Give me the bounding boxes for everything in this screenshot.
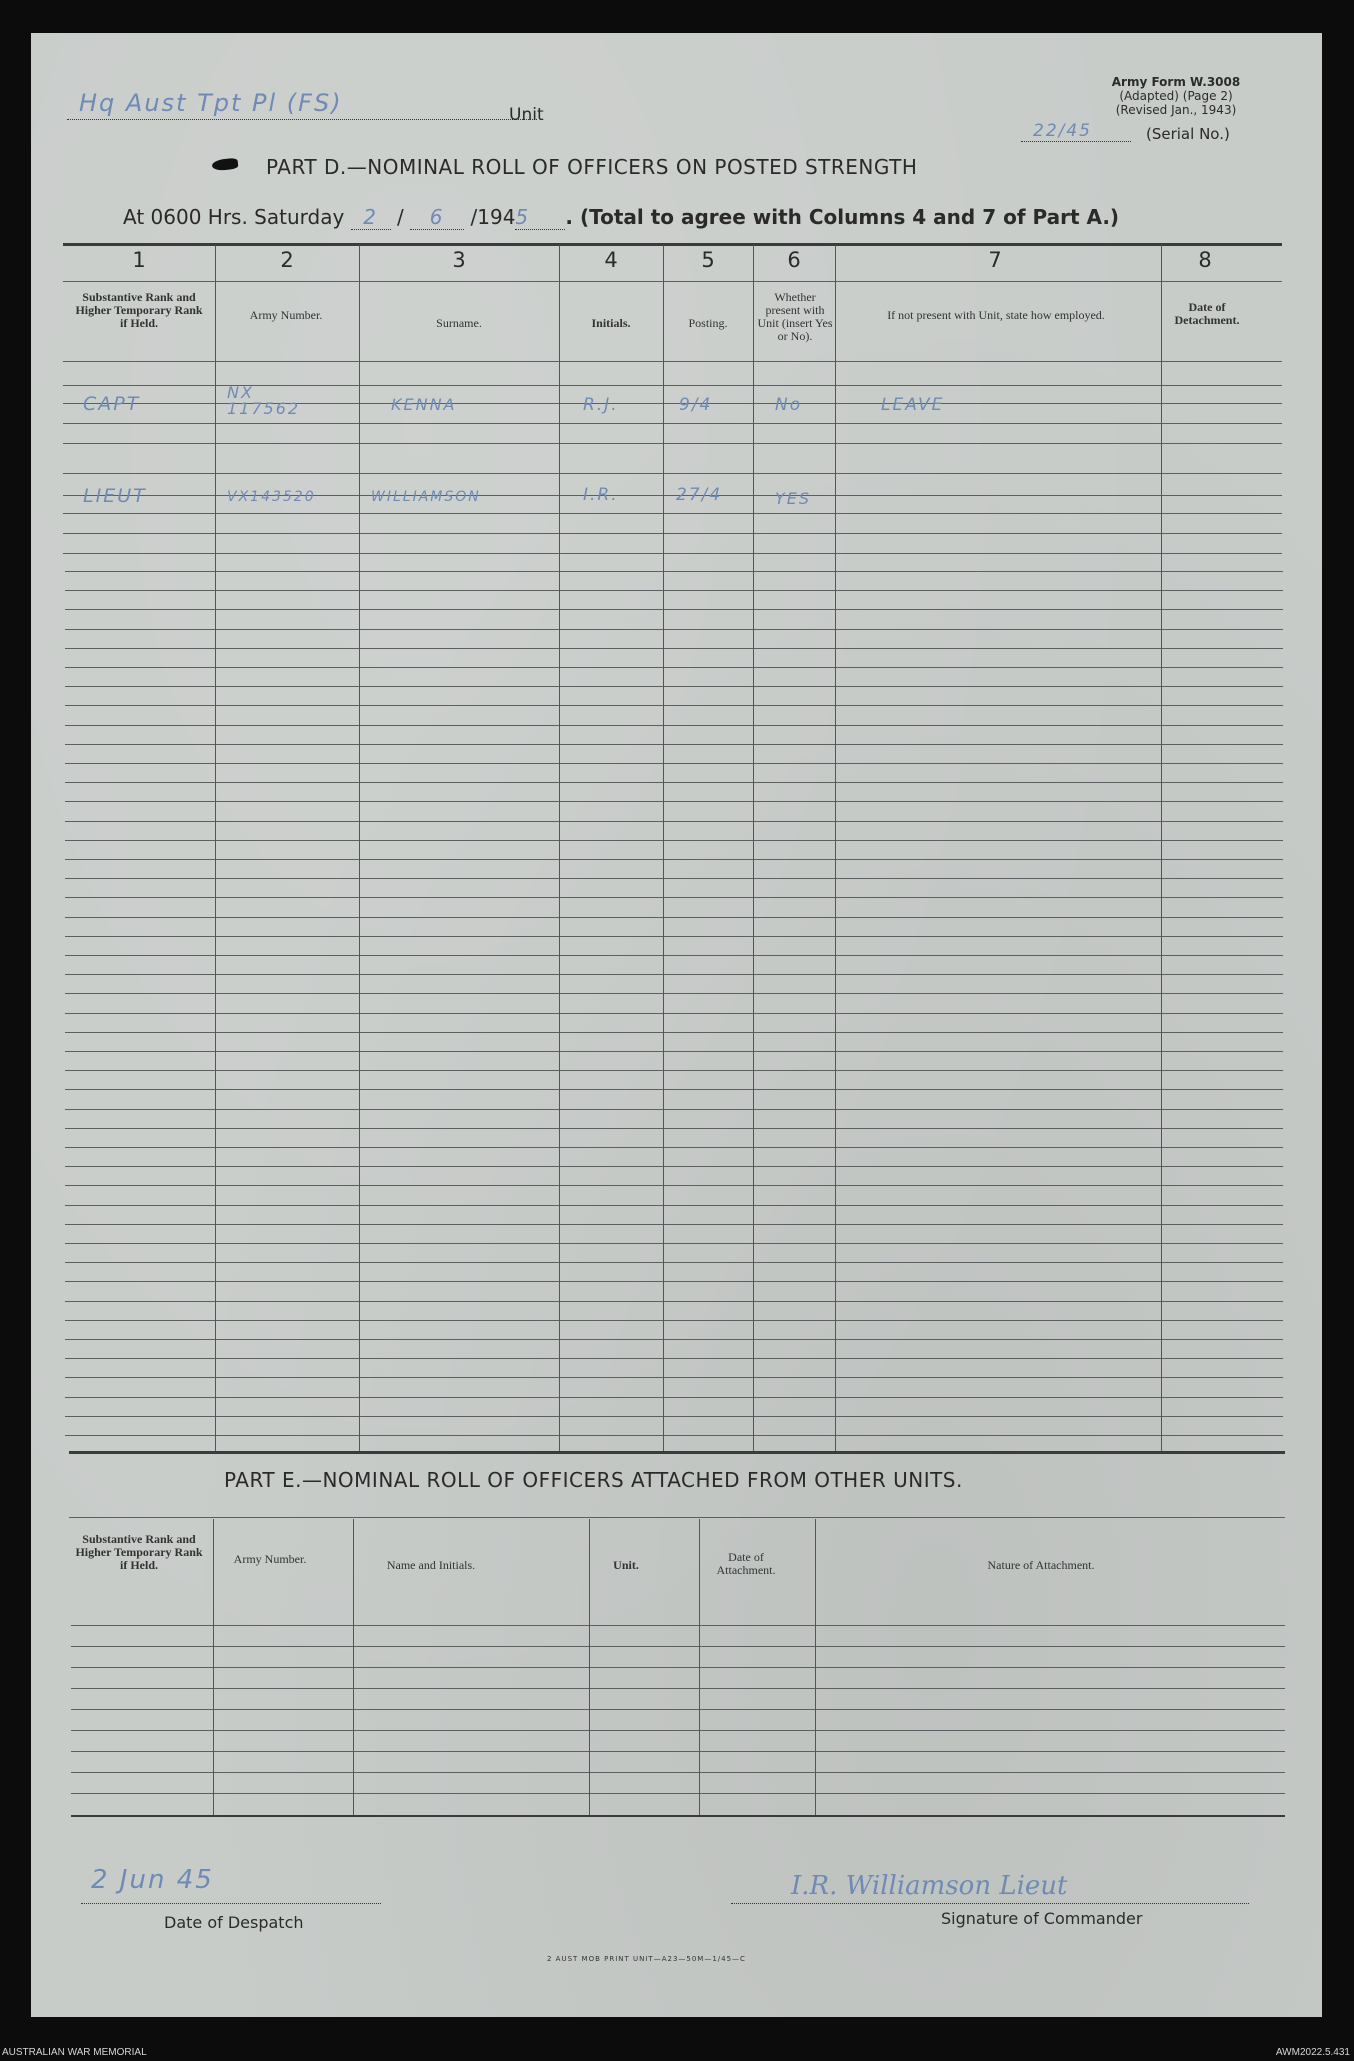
part-d-rule [65, 801, 1283, 802]
col-header-army-number: Army Number. [249, 308, 323, 322]
part-d-rule [63, 361, 1282, 362]
part-d-rule [65, 917, 1283, 918]
part-d-rule [65, 1358, 1283, 1359]
entry-1-employed: LEAVE [881, 395, 945, 415]
part-d-rule [65, 1339, 1283, 1340]
part-d-rule [65, 590, 1283, 591]
entry-2-rank: LIEUT [83, 485, 147, 507]
part-d-rule [63, 473, 1282, 474]
part-d-rule [65, 1262, 1283, 1263]
date-year-prefix: /194 [470, 205, 516, 229]
entry-2-present: YES [775, 489, 812, 508]
serial-label: (Serial No.) [1146, 125, 1230, 143]
part-d-rule [65, 705, 1283, 706]
part-e-header-nature: Nature of Attachment. [987, 1558, 1095, 1572]
part-e-rule [71, 1730, 1285, 1731]
part-d-rule [65, 974, 1283, 975]
entry-1-present: No [775, 395, 803, 415]
part-d-rule [65, 1320, 1283, 1321]
col-header-employment: If not present with Unit, state how employed. [887, 308, 1105, 322]
part-d-rule [65, 878, 1283, 879]
part-e-bottom-rule [71, 1815, 1285, 1817]
part-d-rule [65, 1013, 1283, 1014]
col-header-initials: Initials. [591, 316, 631, 330]
part-d-rule [65, 1032, 1283, 1033]
col-number-7: 7 [988, 248, 1002, 272]
entry-2-initials: I.R. [583, 485, 619, 505]
part-d-rule [65, 1166, 1283, 1167]
part-e-header-army-number: Army Number. [233, 1552, 307, 1566]
army-form-id [1071, 75, 1281, 117]
part-e-rule [71, 1688, 1285, 1689]
date-day: 2 [351, 205, 391, 230]
part-d-rule [65, 1128, 1283, 1129]
part-e-rule [71, 1793, 1285, 1794]
col-number-3: 3 [452, 248, 466, 272]
commander-signature: I.R. Williamson Lieut [791, 1871, 1068, 1901]
entry-2-surname: WILLIAMSON [371, 489, 481, 505]
part-d-rule [65, 1070, 1283, 1071]
col-header-surname: Surname. [436, 316, 482, 330]
part-d-rule [65, 1185, 1283, 1186]
part-d-column-divider [663, 245, 664, 1451]
part-d-rule [65, 936, 1283, 937]
part-e-rule [71, 1772, 1285, 1773]
entry-2-army-number: VX143520 [227, 489, 316, 505]
part-d-rule [65, 1224, 1283, 1225]
part-d-rule [65, 1377, 1283, 1378]
part-d-rule [65, 955, 1283, 956]
part-d-column-divider [359, 245, 360, 1451]
date-suffix: . (Total to agree with Columns 4 and 7 of Part A.) [565, 205, 1120, 229]
date-month: 6 [410, 205, 464, 230]
date-prefix: At 0600 Hrs. Saturday [123, 205, 345, 229]
print-code: 2 AUST MOB PRINT UNIT—A23—50M—1/45—C [547, 1955, 746, 1963]
part-d-bottom-rule [69, 1451, 1285, 1454]
part-e-header-date: Date of Attachment. [716, 1550, 776, 1577]
form-sheet [31, 33, 1322, 2017]
part-e-column-divider [589, 1519, 590, 1815]
part-e-title: PART E.—NOMINAL ROLL OF OFFICERS ATTACHED FROM OTHER UNITS. [224, 1468, 963, 1492]
unit-label: Unit [509, 105, 544, 125]
part-d-title: PART D.—NOMINAL ROLL OF OFFICERS ON POSTED STRENGTH [266, 155, 918, 179]
archive-caption-right: AWM2022.5.431 [1275, 2047, 1350, 2058]
part-d-rule [65, 859, 1283, 860]
signature-underline [731, 1903, 1249, 1904]
part-d-column-divider [1161, 245, 1162, 1451]
col-header-posting: Posting. [688, 316, 728, 330]
serial-underline [1021, 141, 1131, 142]
entry-2-posting: 27/4 [676, 485, 723, 505]
part-d-column-divider [215, 245, 216, 1451]
entry-1-posting: 9/4 [679, 395, 713, 415]
part-d-rule [65, 1301, 1283, 1302]
part-e-rule [71, 1646, 1285, 1647]
hole-punch-mark [211, 158, 238, 172]
part-d-rule [65, 1089, 1283, 1090]
col-header-present: Whether present with Unit (insert Yes or No). [757, 290, 833, 343]
part-d-rule [65, 993, 1283, 994]
part-d-rule [65, 686, 1283, 687]
unit-underline [67, 119, 537, 120]
part-d-rule [63, 513, 1282, 514]
date-sep1: / [397, 205, 404, 229]
col-number-5: 5 [701, 248, 715, 272]
part-d-rule [65, 1281, 1283, 1282]
part-d-rule [63, 553, 1282, 554]
part-d-rule [65, 667, 1283, 668]
col-number-8: 8 [1198, 248, 1212, 272]
part-d-rule [65, 782, 1283, 783]
entry-1-surname: KENNA [391, 395, 457, 414]
col-number-1: 1 [132, 248, 146, 272]
entry-1-initials: R.J. [583, 395, 619, 415]
part-e-column-divider [353, 1519, 354, 1815]
signature-label: Signature of Commander [941, 1909, 1143, 1928]
col-header-rank: Substantive Rank and Higher Temporary Rank if Held. [75, 290, 203, 330]
col-header-detachment: Date of Detachment. [1174, 300, 1240, 327]
part-d-column-divider [559, 245, 560, 1451]
part-d-rule [65, 1109, 1283, 1110]
part-e-top-rule [69, 1517, 1285, 1518]
archive-caption-left: AUSTRALIAN WAR MEMORIAL [2, 2047, 147, 2058]
part-d-rule [65, 571, 1283, 572]
part-d-column-divider [835, 245, 836, 1451]
part-d-number-rule [63, 281, 1282, 282]
army-form-line3: (Revised Jan., 1943) [1115, 103, 1237, 117]
part-d-rule [65, 763, 1283, 764]
part-d-rule [65, 1397, 1283, 1398]
part-d-rule [65, 1205, 1283, 1206]
part-d-rule [63, 423, 1282, 424]
part-d-rule [65, 1435, 1283, 1436]
army-form-line2: (Adapted) (Page 2) [1119, 89, 1233, 103]
part-e-column-divider [815, 1519, 816, 1815]
part-e-column-divider [213, 1519, 214, 1815]
part-d-top-rule [63, 243, 1282, 246]
entry-1-rank: CAPT [83, 393, 141, 415]
part-e-rule [71, 1625, 1285, 1626]
part-d-rule [65, 821, 1283, 822]
part-d-rule [65, 1051, 1283, 1052]
part-d-rule [63, 443, 1282, 444]
despatch-date-label: Date of Despatch [164, 1913, 304, 1932]
part-d-rule [65, 725, 1283, 726]
col-number-2: 2 [280, 248, 294, 272]
part-e-rule [71, 1667, 1285, 1668]
part-e-header-unit: Unit. [613, 1558, 639, 1572]
part-e-column-divider [699, 1519, 700, 1815]
despatch-date-underline [81, 1903, 381, 1904]
serial-handwritten: 22/45 [1033, 121, 1092, 141]
part-e-header-rank: Substantive Rank and Higher Temporary Rank if Held. [75, 1532, 203, 1572]
part-d-column-divider [753, 245, 754, 1451]
army-form-line1: Army Form W.3008 [1111, 75, 1241, 89]
part-d-rule [63, 533, 1282, 534]
part-d-rule [65, 609, 1283, 610]
date-year-digit: 5 [515, 205, 565, 230]
date-line [123, 205, 1119, 230]
part-d-rule [65, 744, 1283, 745]
despatch-date-handwritten: 2 Jun 45 [91, 1865, 214, 1895]
part-e-rule [71, 1751, 1285, 1752]
part-d-rule [65, 648, 1283, 649]
col-number-4: 4 [604, 248, 618, 272]
part-e-rule [71, 1709, 1285, 1710]
col-number-6: 6 [787, 248, 801, 272]
part-d-rule [65, 897, 1283, 898]
part-d-rule [65, 1147, 1283, 1148]
part-d-rule [65, 1243, 1283, 1244]
part-d-rule [65, 1416, 1283, 1417]
unit-handwritten: Hq Aust Tpt Pl (FS) [79, 89, 343, 117]
part-e-header-name: Name and Initials. [386, 1558, 476, 1572]
part-d-rule [65, 840, 1283, 841]
entry-1-army-number: NX 117562 [227, 383, 301, 418]
part-d-rule [65, 629, 1283, 630]
